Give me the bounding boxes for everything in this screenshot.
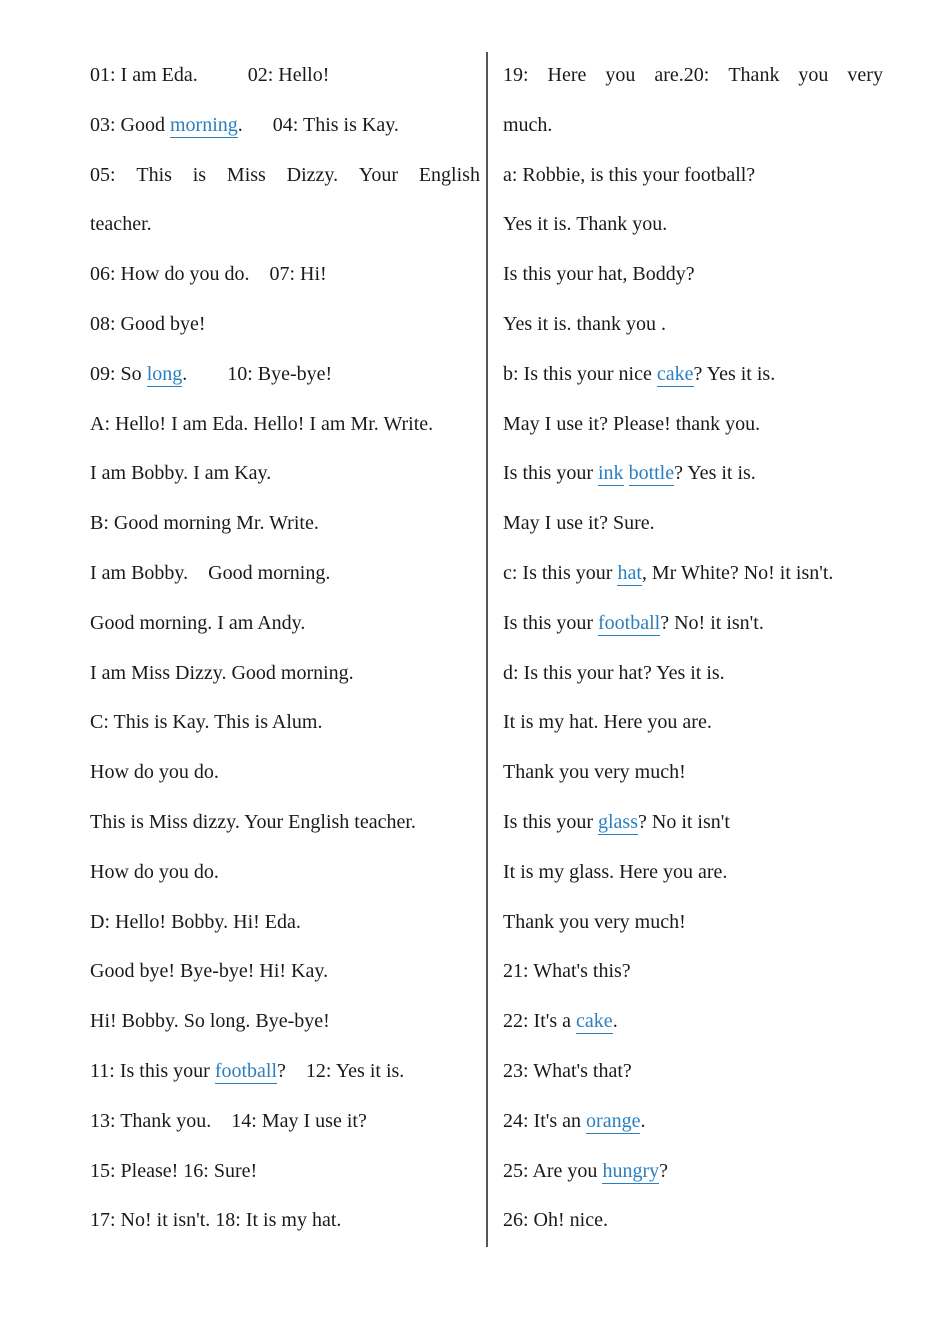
left-column <box>90 57 480 1252</box>
text-line <box>503 904 883 954</box>
text-segment: 08: Good bye! <box>90 312 206 335</box>
text-segment: very <box>847 64 883 86</box>
text-segment: b: Is this your nice <box>503 362 657 385</box>
text-segment: 19: <box>503 64 529 86</box>
text-segment: Is this your hat, Boddy? <box>503 263 695 286</box>
text-segment: Is this your <box>503 810 598 833</box>
highlighted-word: football <box>214 1059 278 1082</box>
text-segment: . <box>612 1010 618 1033</box>
highlighted-word: morning <box>170 113 238 136</box>
text-line <box>90 356 480 406</box>
text-segment: Is this your <box>503 462 598 485</box>
text-segment: 15: Please! 16: Sure! <box>90 1159 258 1182</box>
text-segment: , Mr White? No! it isn't. <box>641 561 834 584</box>
text-segment: a: Robbie, is this your football? <box>503 163 756 186</box>
text-line <box>90 754 480 804</box>
highlighted-word: hat <box>617 561 642 584</box>
text-segment: c: Is this your <box>503 561 618 584</box>
text-segment: English <box>418 163 480 186</box>
text-segment: B: Good morning Mr. Write. <box>90 512 319 535</box>
text-line <box>503 804 883 854</box>
text-segment: Good bye! Bye-bye! Hi! Kay. <box>90 960 329 983</box>
text-line <box>90 1103 480 1153</box>
text-line <box>503 505 883 555</box>
text-line <box>90 804 480 854</box>
text-segment: 26: Oh! nice. <box>503 1209 608 1232</box>
text-line <box>503 455 883 505</box>
text-line <box>503 256 883 306</box>
text-segment: May I use it? Please! thank you. <box>503 412 761 435</box>
text-line <box>503 1153 883 1203</box>
text-line <box>90 256 480 306</box>
highlighted-word: orange <box>586 1109 641 1132</box>
text-line <box>90 157 480 207</box>
text-line <box>503 854 883 904</box>
text-line <box>503 1053 883 1103</box>
text-line <box>503 157 883 207</box>
text-segment: How do you do. <box>90 761 219 784</box>
text-segment: d: Is this your hat? Yes it is. <box>503 661 725 684</box>
text-segment: 06: How do you do. 07: Hi! <box>90 263 327 286</box>
text-segment: How do you do. <box>90 860 219 883</box>
text-segment: C: This is Kay. This is Alum. <box>90 711 323 734</box>
text-line <box>90 455 480 505</box>
text-segment: 11: Is this your <box>90 1059 215 1082</box>
text-segment: I am Bobby. Good morning. <box>90 561 331 584</box>
text-line <box>90 505 480 555</box>
text-segment: 09: So <box>90 362 147 385</box>
text-segment: Yes it is. thank you . <box>503 312 666 335</box>
text-segment: Good morning. I am Andy. <box>90 611 306 634</box>
text-segment: . 10: Bye-bye! <box>182 362 333 385</box>
text-segment: 22: It's a <box>503 1010 577 1033</box>
highlighted-word: cake <box>656 362 694 385</box>
text-line <box>90 1202 480 1252</box>
text-segment: Dizzy. <box>286 163 339 186</box>
text-segment: This <box>136 163 172 186</box>
text-line <box>503 107 883 157</box>
text-segment: This is Miss dizzy. Your English teacher. <box>90 810 416 833</box>
text-segment: D: Hello! Bobby. Hi! Eda. <box>90 910 301 933</box>
highlighted-word: football <box>598 611 661 634</box>
text-segment: Thank you very much! <box>503 910 686 933</box>
text-line <box>503 406 883 456</box>
text-line <box>503 306 883 356</box>
text-line <box>90 904 480 954</box>
text-line <box>90 306 480 356</box>
text-segment: 25: Are you <box>503 1159 603 1182</box>
highlighted-word: bottle <box>628 462 675 485</box>
text-line <box>90 406 480 456</box>
text-line <box>90 1053 480 1103</box>
highlighted-word: hungry <box>602 1159 660 1182</box>
text-line <box>503 206 883 256</box>
text-segment: . 04: This is Kay. <box>237 113 399 136</box>
text-line <box>503 605 883 655</box>
text-segment: you <box>605 64 636 86</box>
text-segment: 23: What's that? <box>503 1059 632 1082</box>
text-line <box>503 1202 883 1252</box>
text-segment: Here <box>547 64 587 86</box>
text-segment: A: Hello! I am Eda. Hello! I am Mr. Write. <box>90 412 434 435</box>
text-segment: much. <box>503 113 553 136</box>
text-segment: I am Miss Dizzy. Good morning. <box>90 661 354 684</box>
text-line <box>90 107 480 157</box>
text-line <box>503 1003 883 1053</box>
text-line <box>90 605 480 655</box>
right-column <box>503 57 883 1252</box>
text-line <box>503 555 883 605</box>
text-segment: ? No it isn't <box>638 810 730 833</box>
highlighted-word: ink <box>598 462 624 485</box>
text-segment: is <box>192 163 207 186</box>
text-segment: ? Yes it is. <box>693 362 776 385</box>
text-segment: 03: Good <box>90 113 170 136</box>
text-line <box>503 754 883 804</box>
text-segment: 13: Thank you. 14: May I use it? <box>90 1109 367 1132</box>
text-segment: May I use it? Sure. <box>503 512 655 535</box>
column-divider <box>486 52 488 1247</box>
text-segment: I am Bobby. I am Kay. <box>90 462 272 485</box>
text-line <box>503 704 883 754</box>
text-segment: Hi! Bobby. So long. Bye-bye! <box>90 1010 330 1033</box>
text-segment: Yes it is. Thank you. <box>503 213 668 236</box>
highlighted-word: glass <box>598 810 638 833</box>
text-segment: teacher. <box>90 213 152 236</box>
text-segment: ? 12: Yes it is. <box>277 1059 405 1082</box>
text-line <box>90 704 480 754</box>
text-segment: It is my glass. Here you are. <box>503 860 728 883</box>
highlighted-word: long <box>146 362 183 385</box>
text-segment: Thank <box>728 64 780 86</box>
text-segment <box>624 462 629 484</box>
text-line <box>503 57 883 107</box>
text-segment: 05: <box>90 163 116 186</box>
text-segment: ? Yes it is. <box>674 462 756 485</box>
text-line <box>503 655 883 705</box>
text-segment: ? <box>659 1159 668 1182</box>
highlighted-word: cake <box>576 1010 613 1033</box>
text-segment: you <box>798 64 829 86</box>
text-segment: . <box>640 1109 646 1132</box>
text-line <box>90 1003 480 1053</box>
text-line <box>90 1153 480 1203</box>
text-segment: 17: No! it isn't. 18: It is my hat. <box>90 1209 342 1232</box>
text-segment: Your <box>358 163 399 186</box>
text-segment: 01: I am Eda. 02: Hello! <box>90 64 330 86</box>
text-line <box>90 655 480 705</box>
text-segment: ? No! it isn't. <box>660 611 764 634</box>
text-segment: are.20: <box>654 64 710 86</box>
text-line <box>503 1103 883 1153</box>
text-line <box>90 206 480 256</box>
text-segment: Is this your <box>503 611 598 634</box>
text-line <box>90 555 480 605</box>
text-segment: 24: It's an <box>503 1109 587 1132</box>
text-line <box>503 356 883 406</box>
text-segment: Thank you very much! <box>503 761 686 784</box>
text-segment: It is my hat. Here you are. <box>503 711 712 734</box>
text-line <box>503 953 883 1003</box>
text-line <box>90 57 480 107</box>
text-segment: 21: What's this? <box>503 960 631 983</box>
text-segment: Miss <box>226 163 266 186</box>
text-line <box>90 854 480 904</box>
text-line <box>90 953 480 1003</box>
